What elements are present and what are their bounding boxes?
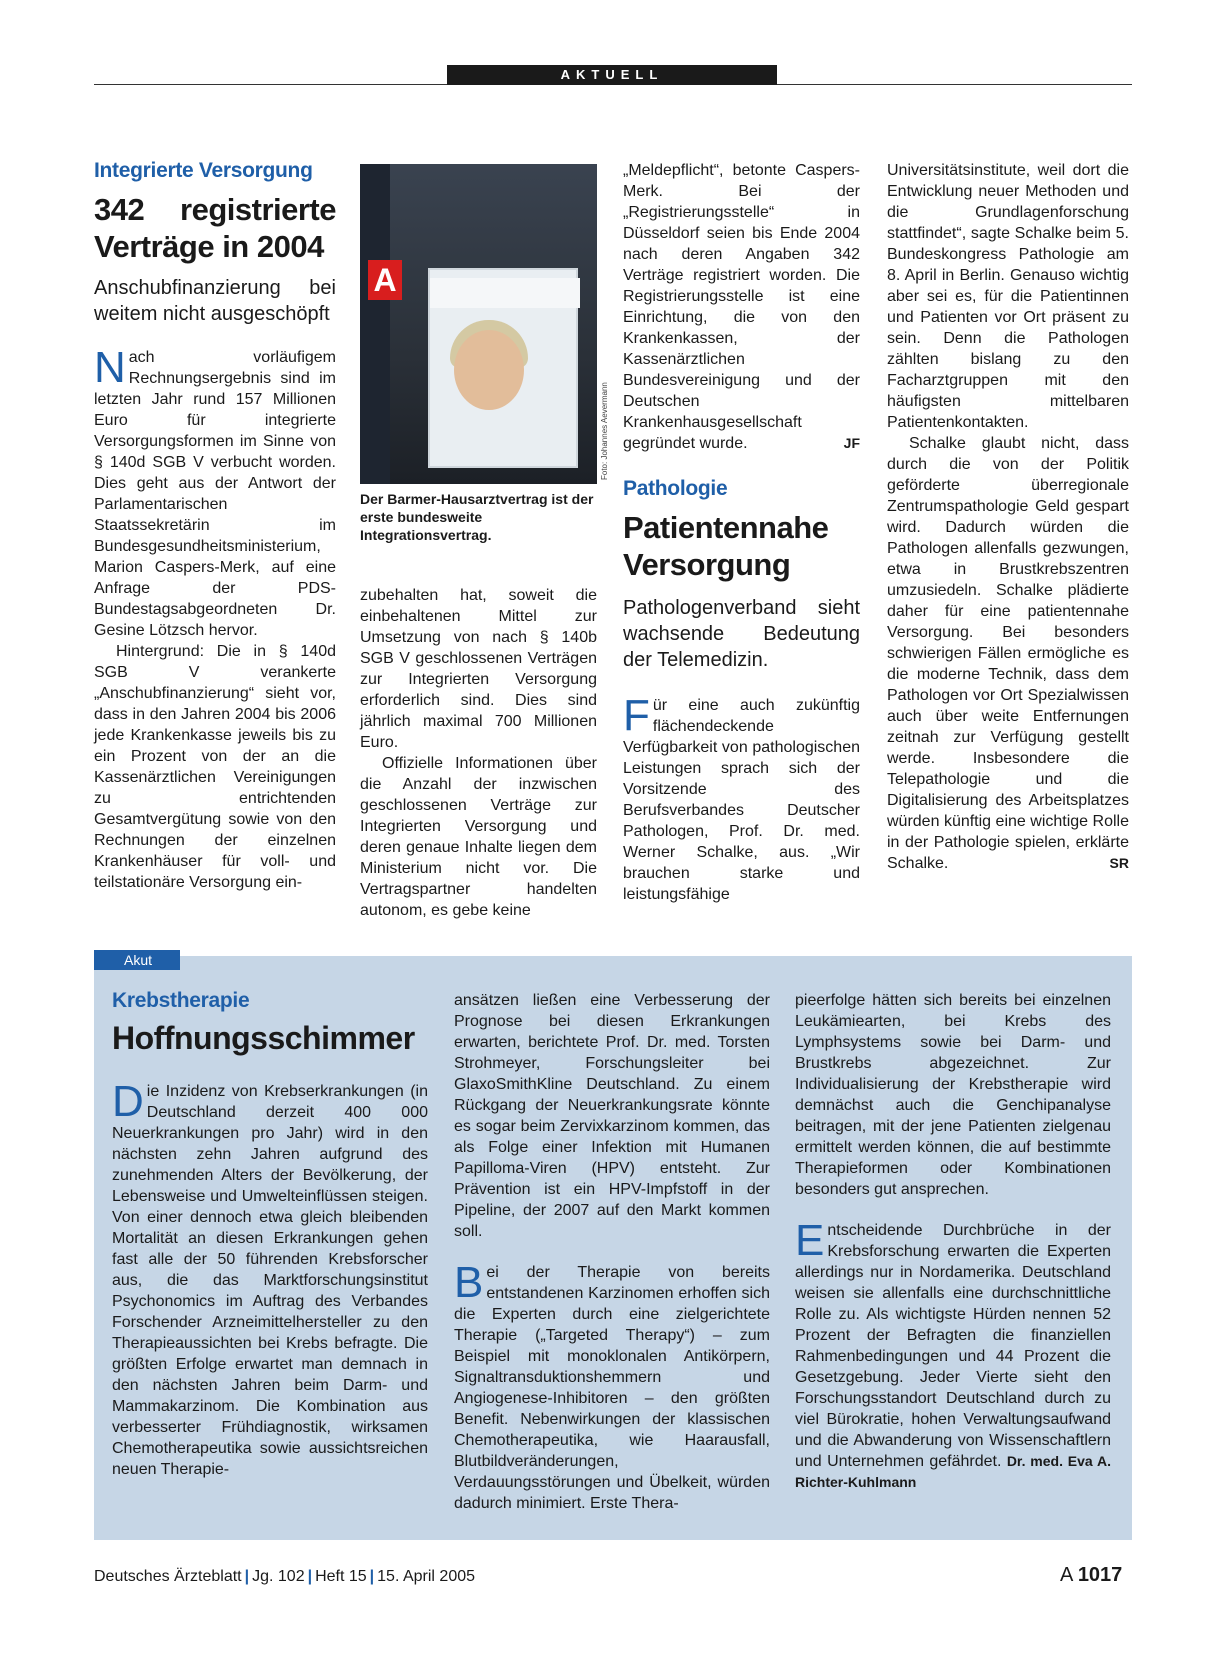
footer-page-prefix: A (1060, 1564, 1073, 1586)
article1-paragraph-1: Nach vorläufigem Rechnungsergebnis sind im letzten Jahr rund 157 Millionen Euro für integrierte Versorgungsformen im Sinne von § 140d SGB V verbucht worden. Dies geht aus der Antwort der Parlamentarischen Staatssekretärin im Bundesgesundheitsministerium, Marion Caspers-Merk, auf eine Anfrage der PDS-Bundestagsabgeordneten Dr. Gesine Lötzsch hervor. (94, 343, 336, 639)
footer-page (1060, 1564, 1122, 1587)
footer-journal: Deutsches Ärzteblatt (94, 1568, 242, 1585)
article2-kicker: Pathologie (623, 477, 728, 500)
box-dropcap-2: B (454, 1258, 484, 1307)
poster-image (428, 268, 578, 468)
article1-dropcap: N (94, 343, 126, 392)
article2-deck: Pathologenverband sieht wachsende Bedeutung der Telemedizin. (623, 597, 860, 671)
article1-signature: JF (843, 435, 860, 451)
box-paragraph-5: Entscheidende Durchbrüche in der Krebsforschung erwarten die Experten allerdings nur in Nordamerika. Deutschland weisen sie allenfalls eine durchschnittliche Rolle zu. Als wichtigste Hürden nennen 52 Prozent der Befragten die finanziellen Rahmenbedingungen und 44 Prozent die Gesetzgebung. Jeder Vierte sieht den Forschungsstandort Deutschland durch zu viel Bürokratie, hohen Verwaltungsaufwand und die Abwanderung von Wissenschaftlern und Unternehmen gefährdet. Dr. med. Eva A. Richter-Kuhlmann (795, 1216, 1111, 1490)
article2-paragraph-3: Schalke glaubt nicht, dass durch die von der Politik geförderte überregionale Zentrumspathologie Geld gespart wird. Dadurch würden die Pathologen allenfalls gezwungen, etwa in Brustkrebszentren umzusiedeln. Schalke plädierte daher für eine patientennahe Versorgung. Bei besonders schwierigen Fällen ermögliche es die moderne Technik, dass dem Pathologen vor Ort Spezialwissen auch über weite Entfernungen zeitnah zur Verfügung gestellt werde. Insbesondere die Telepathologie und die Digitalisierung des Arbeitsplatzes würden künftig eine wichtige Rolle in der Pathologie spielen, erklärte Schalke. SR (887, 435, 1129, 872)
box-headline: Hoffnungsschimmer (112, 1020, 415, 1056)
article2-column-2 (887, 160, 1129, 874)
article1-paragraph-4: Offizielle Informationen über die Anzahl der inzwischen geschlossenen Verträge zur Integrierten Versorgung und deren genaue Inhalte liegen dem Ministerium nicht vor. Die Vertragspartner handelten autonom, es gebe keine (360, 755, 597, 919)
article1-paragraph-2: Hintergrund: Die in § 140d SGB V verankerte „Anschubfinanzierung“ sieht vor, dass in den Jahren 2004 bis 2006 jede Krankenkasse jeweils bis zu ein Prozent von der an die Kassenärztlichen Vereinigungen zu entrichtenden Gesamtvergütung sowie von den Rechnungen der einzelnen Krankenhäuser für voll- und teilstationäre Versorgung ein- (94, 643, 336, 891)
box-paragraph-2: ansätzen ließen eine Verbesserung der Prognose bei diesen Erkrankungen erwarten, berichtete Prof. Dr. med. Torsten Strohmeyer, Forschungsleiter bei GlaxoSmithKline Deutschland. Zu einem Rückgang der Neuerkrankungsrate könnte es sogar beim Zervixkarzinom kommen, das als Folge einer Infektion mit Humanen Papilloma-Viren (HPV) entsteht. Zur Prävention ist ein HPV-Impfstoff in der Pipeline, der 2007 auf den Markt kommen soll. (454, 992, 770, 1240)
box-column-3 (795, 990, 1111, 1493)
article1-kicker: Integrierte Versorgung (94, 159, 313, 182)
article2-paragraph-1: Für eine auch zukünftig flächendeckende Verfügbarkeit von pathologischen Leistungen sprach sich der Vorsitzende des Berufsverbandes Deutscher Pathologen, Prof. Dr. med. Werner Schalke, aus. „Wir brauchen starke und leistungsfähige (623, 691, 860, 903)
box-column-1 (112, 990, 428, 1480)
box-paragraph-1: Die Inzidenz von Krebserkrankungen (in Deutschland derzeit 400 000 Neuerkrankungen pro Jahr) wird in den nächsten zehn Jahren aufgrund des zunehmenden Alters der Bevölkerung, der Lebensweise und Umwelteinflüssen steigen. Von einer dennoch etwa gleich bleibenden Mortalität an diesen Erkrankungen gehen fast alle der 50 führenden Krebsforscher aus, die das Marktforschungsinstitut Psychonomics im Auftrag des Verbandes Forschender Arzneimittelhersteller zu den Therapieaussichten bei Krebs befragte. Die größten Erfolge erwartet man demnach in den nächsten Jahren beim Darm- und Mammakarzinom. Die Kombination aus verbesserter Frühdiagnostik, wirksamen Chemotherapeutika sowie aussichtsreichen neuen Therapie- (112, 1077, 428, 1478)
article1-paragraph-3: zubehalten hat, soweit die einbehaltenen Mittel zur Umsetzung von nach § 140b SGB V geschlossenen Verträgen zur Integrierten Versorgung erforderlich sind. Dies sind jährlich maximal 700 Millionen Euro. (360, 587, 597, 751)
article2-signature: SR (1109, 855, 1129, 871)
box-kicker: Krebstherapie (112, 989, 250, 1012)
article1-deck: Anschubfinanzierung bei weitem nicht ausgeschöpft (94, 277, 336, 325)
box-paragraph-3: Bei der Therapie von bereits entstandenen Karzinomen erhoffen sich die Experten durch eine zielgerichtete Therapie („Targeted Therapy“) – zum Beispiel mit monoklonalen Antikörpern, Signaltransduktionshemmern und Angiogenese-Inhibitoren – den größten Benefit. Nebenwirkungen der klassischen Chemotherapeutika, wie Haarausfall, Blutbildveränderungen, Verdauungsstörungen und Übelkeit, würden dadurch minimiert. Erste Thera- (454, 1258, 770, 1512)
article2-dropcap: F (623, 691, 650, 740)
box-dropcap-3: E (795, 1216, 825, 1265)
article1-column-3 (623, 160, 860, 454)
article2-paragraph-2: Universitätsinstitute, weil dort die Entwicklung neuer Methoden und die Grundlagenforschung stattfindet“, sagte Schalke beim 5. Bundeskongress Pathologie am 8. April in Berlin. Genauso wichtig aber sei es, für die Patientinnen und Patienten vor Ort präsent zu sein. Denn die Pathologen zählten bislang zu den Facharztgruppen mit den häufigsten mittelbaren Patientenkontakten. (887, 162, 1129, 431)
box-paragraph-4: pieerfolge hätten sich bereits bei einzelnen Leukämiearten, bei Krebs des Lymphsystems sowie bei Darm- und Brustkrebs abgezeichnet. Zur Individualisierung der Krebstherapie wird demnächst auch die Genchipanalyse beitragen, mit der jene Patienten zielgenau ermittelt werden können, die auf bestimmte Therapieformen oder Kombinationen besonders gut ansprechen. (795, 992, 1111, 1198)
footer-citation: Deutsches Ärzteblatt | Jg. 102 | Heft 15 | 15. April 2005 (94, 1568, 476, 1585)
photo-credit: Foto: Johannes Aevermann (600, 382, 609, 480)
box-tag: Akut (94, 950, 180, 970)
article1-column-1 (94, 160, 336, 893)
footer-date: 15. April 2005 (377, 1568, 476, 1585)
article1-column-2 (360, 585, 597, 921)
photo-caption: Der Barmer-Hausarztvertrag ist der erste bundesweite Integrationsvertrag. (360, 491, 594, 543)
footer-issue: Heft 15 (315, 1568, 367, 1585)
pharmacy-a-sign: A (368, 260, 402, 300)
footer-page-number: 1017 (1077, 1564, 1123, 1586)
article2-headline: Patientennahe Versorgung (623, 510, 829, 582)
box-column-2 (454, 990, 770, 1514)
section-label: AKTUELL (447, 65, 777, 85)
box-signature: Dr. med. Eva A. Richter-Kuhlmann (795, 1453, 1111, 1490)
barmer-window-photo (360, 164, 597, 484)
article1-paragraph-5: „Meldepflicht“, betonte Caspers-Merk. Bei der „Registrierungsstelle“ in Düsseldorf seien bis Ende 2004 nach deren Angaben 342 Verträge registriert worden. Die Registrierungsstelle ist eine Einrichtung, die von den Krankenkassen, der Kassenärztlichen Bundesvereinigung und der Deutschen Krankenhausgesellschaft gegründet wurde. JF (623, 162, 860, 452)
box-dropcap-1: D (112, 1077, 144, 1126)
article2-column-1 (623, 478, 860, 905)
article1-headline: 342 registrierte Verträge in 2004 (94, 192, 336, 264)
footer-volume: Jg. 102 (252, 1568, 305, 1585)
